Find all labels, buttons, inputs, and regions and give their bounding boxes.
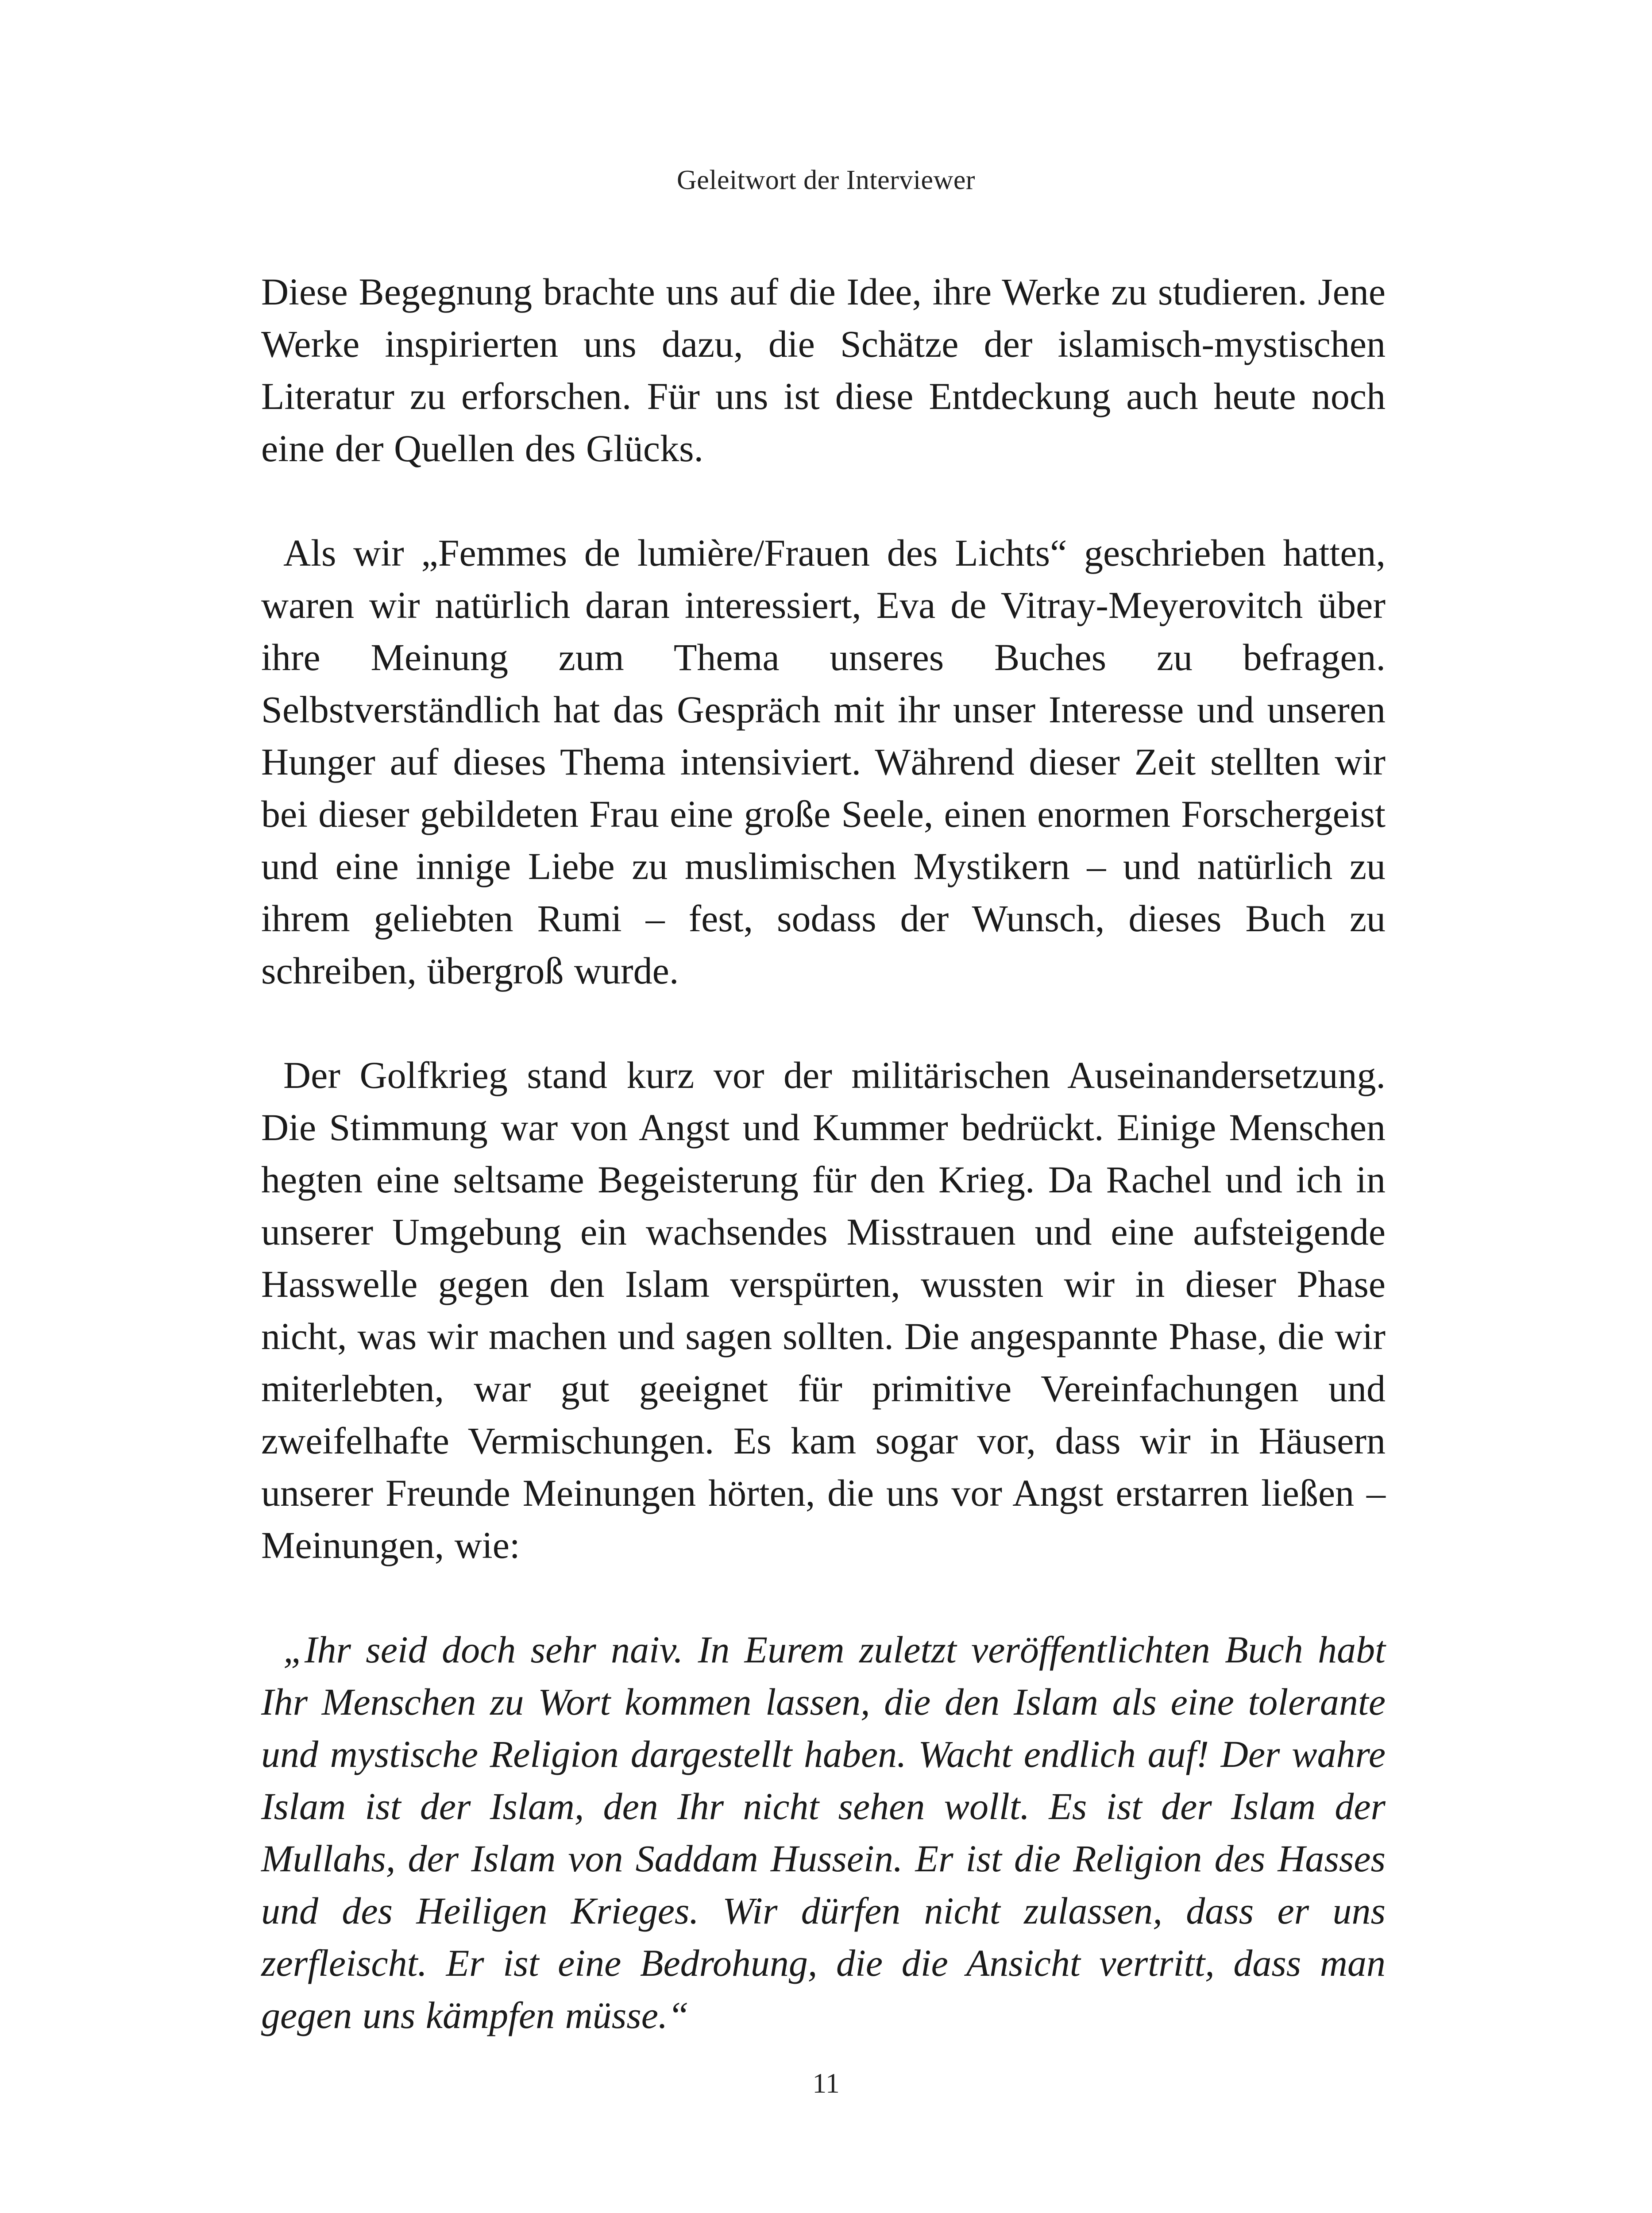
body-text xyxy=(261,266,1386,2041)
page-number: 11 xyxy=(812,2067,840,2099)
running-header-title: Geleitwort der Interviewer xyxy=(676,165,976,195)
paragraph-1: Diese Begegnung brachte uns auf die Idee, ihre Werke zu studieren. Jene Werke inspirierten uns dazu, die Schätze der islamisch-mystischen Literatur zu erforschen. Für uns ist diese Entdeckung auch heute noch eine der Quellen des Glücks. xyxy=(261,270,1386,470)
paragraph-2: Als wir „Femmes de lumière/Frauen des Lichts“ geschrieben hatten, waren wir natürlich daran interessiert, Eva de Vitray-Meyerovitch über ihre Meinung zum Thema unseres Buches zu befragen. Selbstverständlich hat das Gespräch mit ihr unser Interesse und unseren Hunger auf dieses Thema intensiviert. Während dieser Zeit stellten wir bei dieser gebildeten Frau eine große Seele, einen enormen Forschergeist und eine innige Liebe zu muslimischen Mystikern – und natürlich zu ihrem geliebten Rumi – fest, sodass der Wunsch, dieses Buch zu schreiben, übergroß wurde. xyxy=(261,532,1386,992)
paragraph-3: Der Golfkrieg stand kurz vor der militärischen Auseinandersetzung. Die Stimmung war von Angst und Kummer bedrückt. Einige Menschen hegten eine seltsame Begeisterung für den Krieg. Da Rachel und ich in unserer Umgebung ein wachsendes Misstrauen und eine aufsteigende Hasswelle gegen den Islam verspürten, wussten wir in dieser Phase nicht, was wir machen und sagen sollten. Die angespannte Phase, die wir miterlebten, war gut geeignet für primitive Vereinfachungen und zweifelhafte Vermischungen. Es kam sogar vor, dass wir in Häusern unserer Freunde Meinungen hörten, die uns vor Angst erstarren ließen – Meinungen, wie: xyxy=(261,1054,1386,1566)
quoted-paragraph: „Ihr seid doch sehr naiv. In Eurem zuletzt veröffentlichten Buch habt Ihr Menschen zu Wort kommen lassen, die den Islam als eine tolerante und mystische Religion dargestellt haben. Wacht endlich auf! Der wahre Islam ist der Islam, den Ihr nicht sehen wollt. Es ist der Islam der Mullahs, der Islam von Saddam Hussein. Er ist die Religion des Hasses und des Heiligen Krieges. Wir dürfen nicht zulassen, dass er uns zerfleischt. Er ist eine Bedrohung, die die Ansicht vertritt, dass man gegen uns kämpfen müsse.“ xyxy=(261,1628,1386,2036)
